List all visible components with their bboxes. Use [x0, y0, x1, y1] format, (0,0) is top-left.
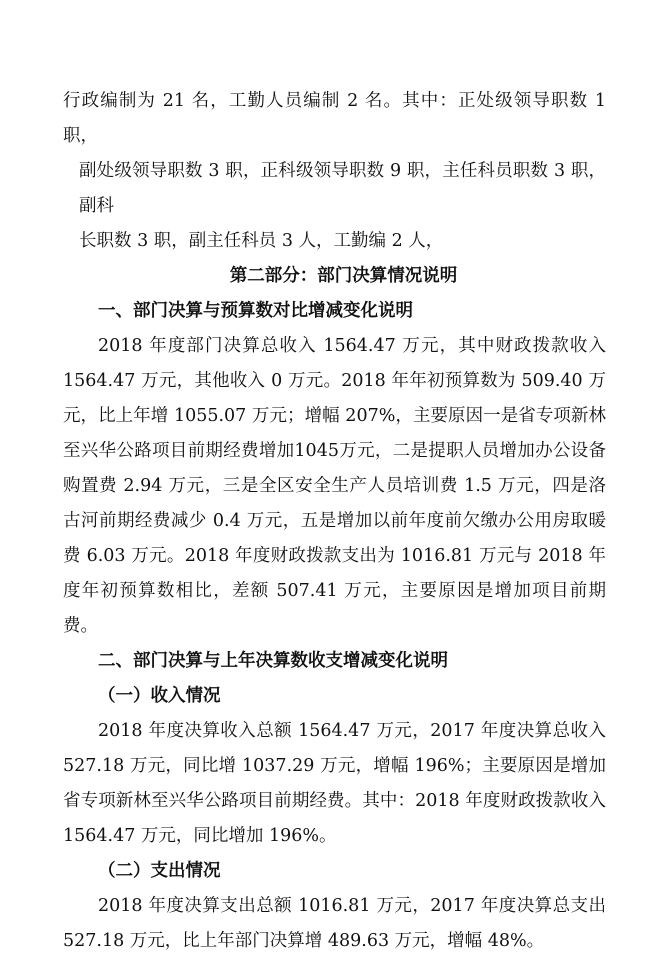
part-title: 第二部分：部门决算情况说明 [229, 266, 458, 286]
expense-paragraph: 2018 年度决算支出总额 1016.81 万元，2017 年度决算总支出 527.18 万元，比上年部门决算增 489.63 万元，增幅 48%。 [63, 896, 606, 951]
section-1-heading: 一、部门决算与预算数对比增减变化说明 [98, 301, 413, 321]
section-2-heading: 二、部门决算与上年决算数收支增减变化说明 [98, 651, 448, 671]
income-heading: （一）收入情况 [98, 686, 221, 706]
expense-heading: （二）支出情况 [98, 861, 221, 881]
intro-line-2: 副处级领导职数 3 职，正科级领导职数 9 职，主任科员职数 3 职，副科 [79, 161, 606, 216]
income-paragraph: 2018 年度决算收入总额 1564.47 万元，2017 年度决算总收入 527.18 万元，同比增 1037.29 万元，增幅 196%；主要原因是增加省专项新林至兴华公路项目前期经费。其中：2018 年度财政拨款收入 1564.47 万元，同比增加 196%。 [63, 721, 606, 846]
section-1-paragraph: 2018 年度部门决算总收入 1564.47 万元，其中财政拨款收入 1564.47 万元，其他收入 0 万元。2018 年年初预算数为 509.40 万元，比上年增 1055.07 万元；增幅 207%，主要原因一是省专项新林至兴华公路项目前期经费增加1045万元，二是提职人员增加办公设备购置费 2.94 万元，三是全区安全生产人员培训费 1.5 万元，四是洛古河前期经费减少 0.4 万元，五是增加以前年度前欠缴办公用房取暖费 6.03 万元。2018 年度财政拨款支出为 1016.81 万元与 2018 年度年初预算数相比，差额 507.41 万元，主要原因是增加项目前期费。 [63, 336, 606, 636]
intro-line-3: 长职数 3 职，副主任科员 3 人，工勤编 2 人， [79, 231, 444, 251]
intro-line-1: 行政编制为 21 名，工勤人员编制 2 名。其中：正处级领导职数 1 职， [63, 91, 606, 146]
